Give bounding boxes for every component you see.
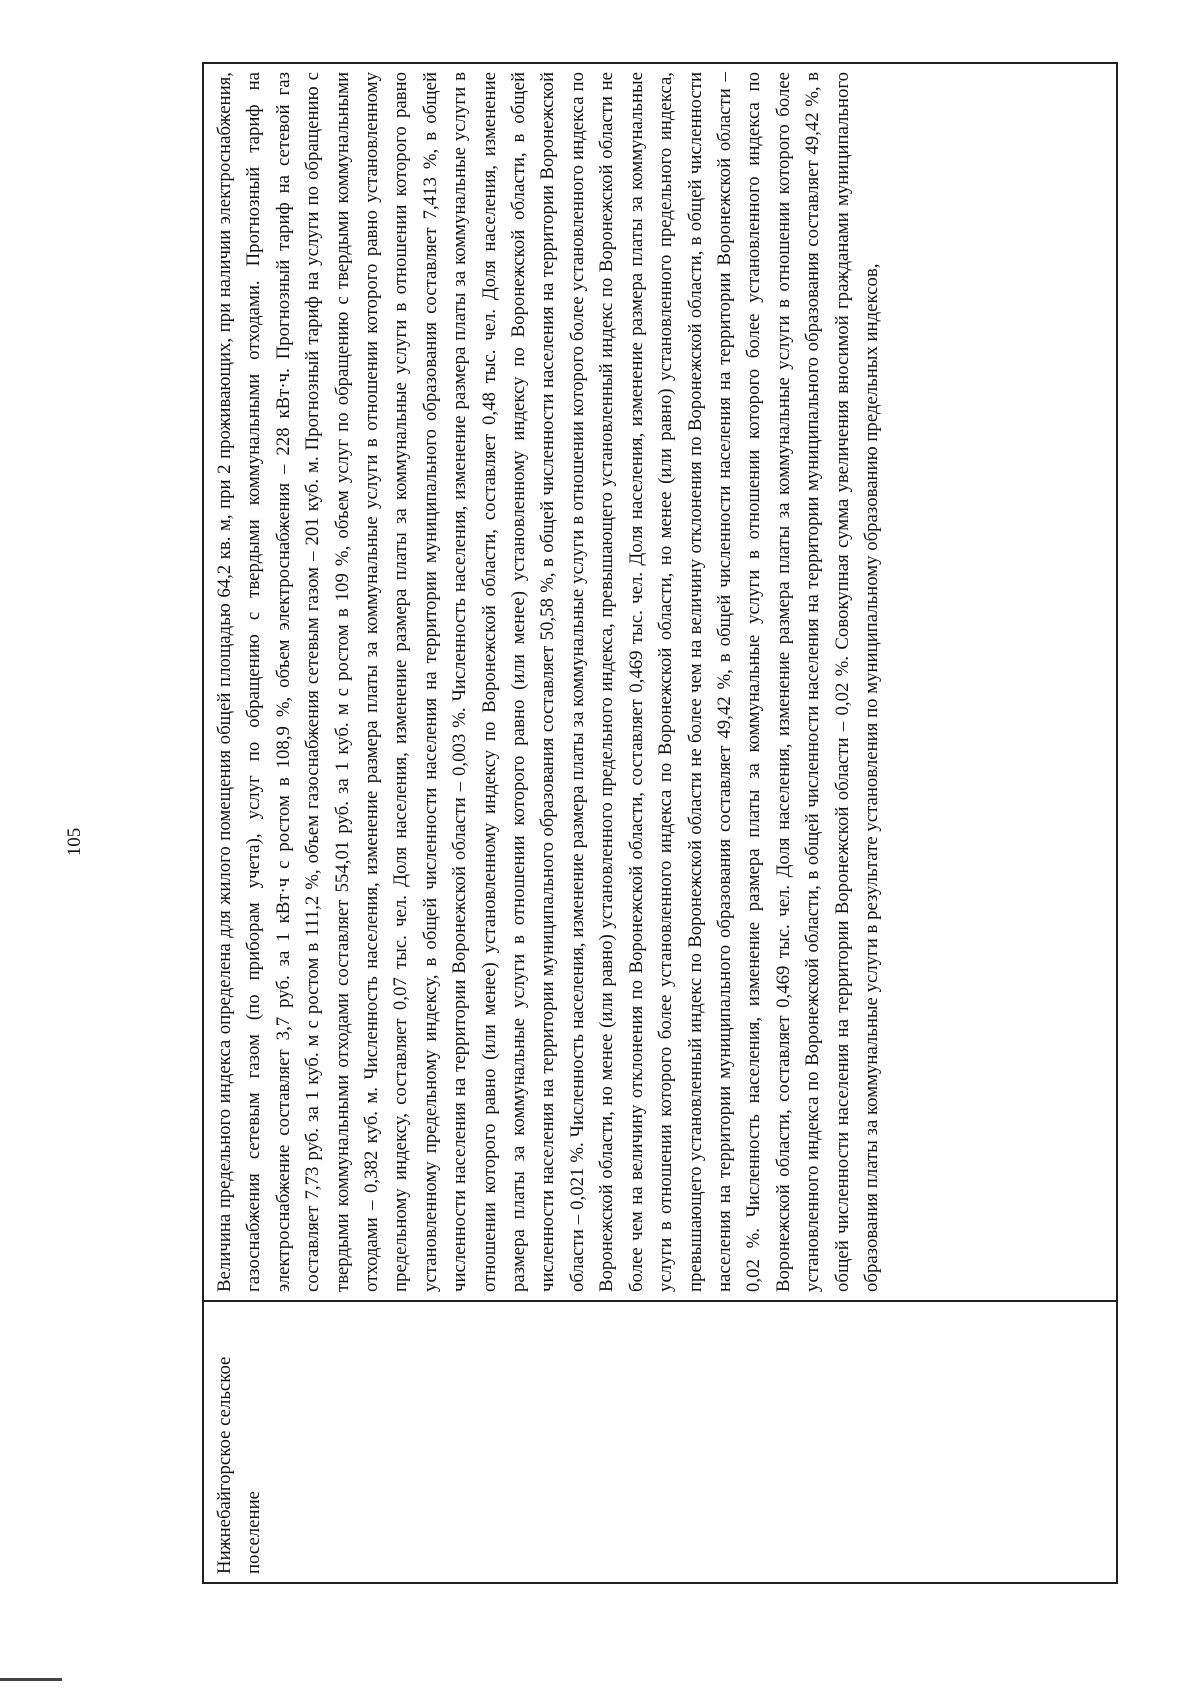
table-row — [203, 63, 1117, 1583]
page-number: 105 — [64, 827, 85, 857]
scan-edge-mark — [0, 1678, 62, 1681]
rotated-table-container — [202, 62, 1118, 1584]
index-table — [202, 62, 1118, 1584]
description-cell: Величина предельного индекса определена для жилого помещения общей площадью 64,2 кв. м, при 2 проживающих, при наличии электроснабжения, газоснабжения сетевым газом (по приборам учета), услуг по обращению с твердыми коммунальными отходами. Прогнозный тариф на электроснабжение составляет 3,7 руб. за 1 кВт·ч с ростом в 108,9 %, объем электроснабжения – 228 кВт·ч. Прогнозный тариф на сетевой газ составляет 7,73 руб. за 1 куб. м с ростом в 111,2 %, объем газоснабжения сетевым газом – 201 куб. м. Прогнозный тариф на услуги по обращению с твердыми коммунальными отходами составляет 554,01 руб. за 1 куб. м с ростом в 109 %, объем услуг по обращению с твердыми коммунальными отходами – 0,382 куб. м. Численность населения, изменение размера платы за коммунальные услуги в отношении которого равно установленному предельному индексу, составляет 0,07 тыс. чел. Доля населения, изменение размера платы за коммунальные услуги в отношении которого равно установленному предельному индексу, в общей численности населения на территории муниципального образования составляет 7,413 %, в общей численности населения на территории Воронежской области – 0,003 %. Численность населения, изменение размера платы за коммунальные услуги в отношении которого равно (или менее) установленному индексу по Воронежской области, составляет 0,48 тыс. чел. Доля населения, изменение размера платы за коммунальные услуги в отношении которого равно (или менее) установленному индексу по Воронежской области, в общей численности населения на территории муниципального образования составляет 50,58 %, в общей численности населения на территории Воронежской области – 0,021 %. Численность населения, изменение размера платы за коммунальные услуги в отношении которого более установленного индекса по Воронежской области, но менее (или равно) установленного предельного индекса, превышающего установленный индекс по Воронежской области не более чем на величину отклонения по Воронежской области, составляет 0,469 тыс. чел. Доля населения, изменение размера платы за коммунальные услуги в отношении которого более установленного индекса по Воронежской области, но менее (или равно) установленного предельного индекса, превышающего установленный индекс по Воронежской области не более чем на величину отклонения по Воронежской области, в общей численности населения на территории муниципального образования составляет 49,42 %, в общей численности населения на территории Воронежской области – 0,02 %. Численность населения, изменение размера платы за коммунальные услуги в отношении которого более установленного индекса по Воронежской области, составляет 0,469 тыс. чел. Доля населения, изменение размера платы за коммунальные услуги в отношении которого более установленного индекса по Воронежской области, в общей численности населения на территории муниципального образования составляет 49,42 %, в общей численности населения на территории Воронежской области – 0,02 %. Совокупная сумма увеличения вносимой гражданами муниципального образования платы за коммунальные услуги в результате установления по муниципальному образованию предельных индексов, — [203, 63, 1117, 1301]
municipality-name-cell: Нижнебайгорское сельское поселение — [203, 1301, 1117, 1583]
